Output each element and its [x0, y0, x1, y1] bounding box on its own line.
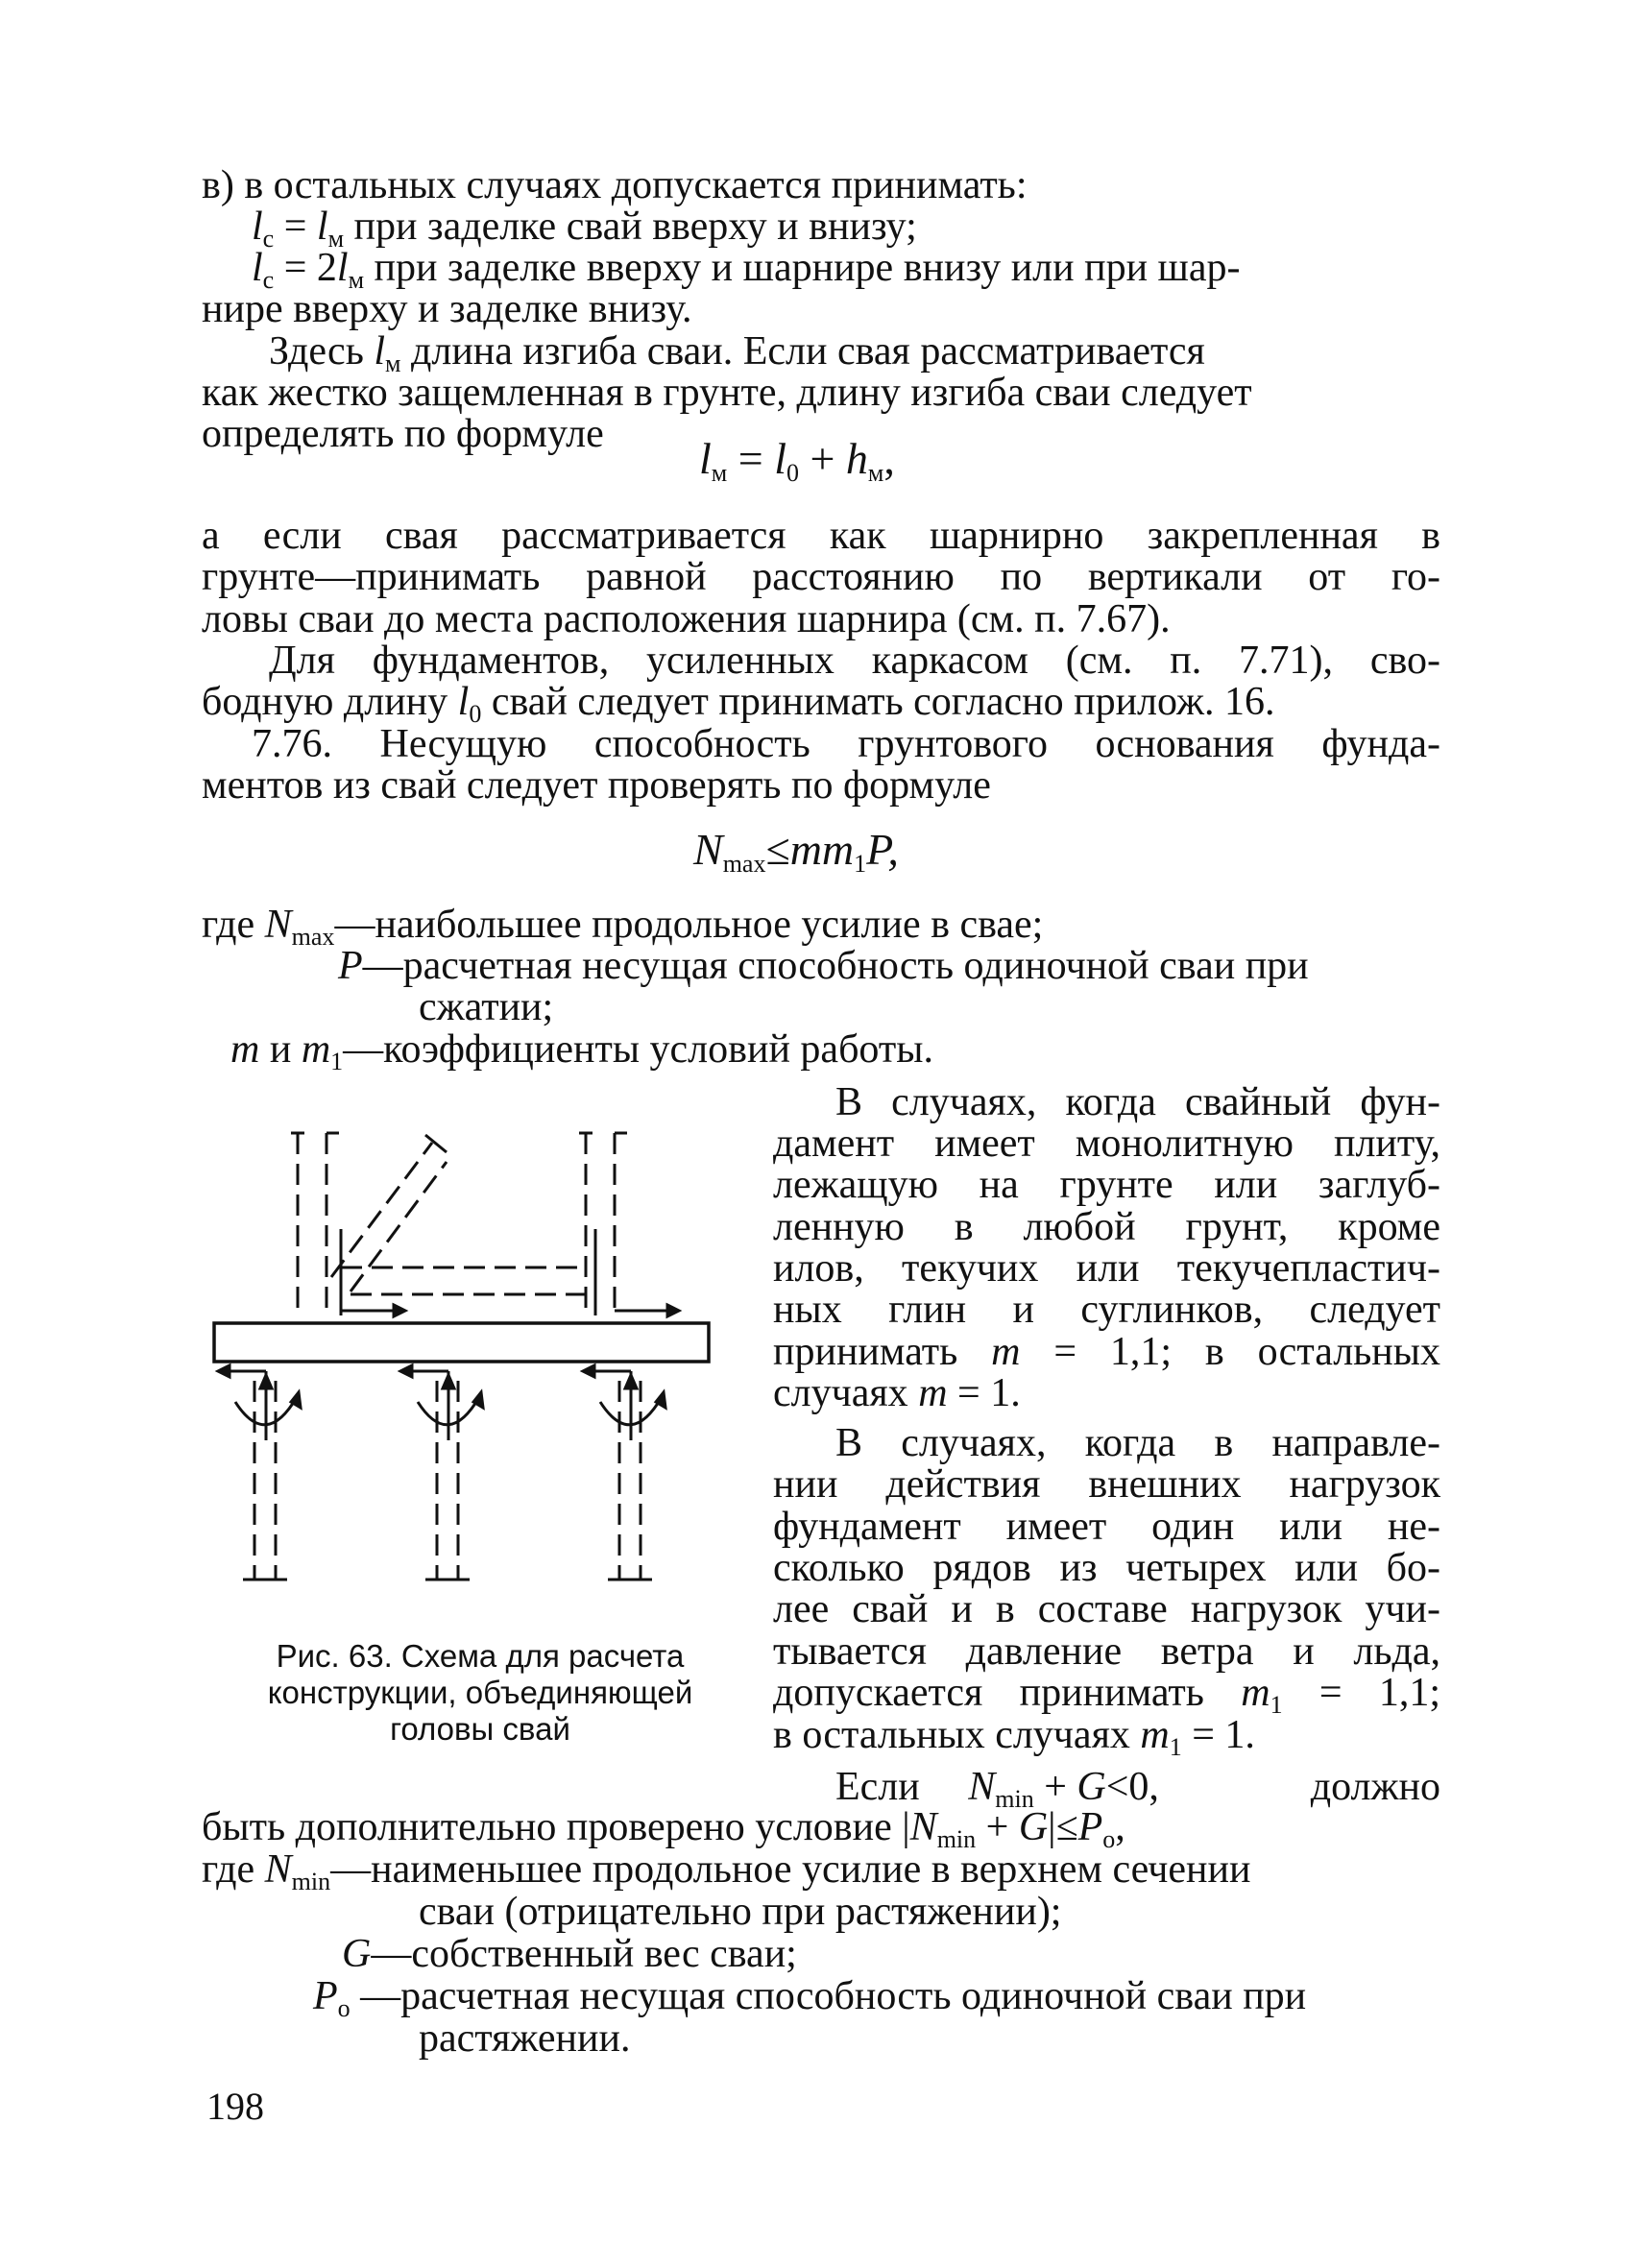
right-upper-members: [579, 1133, 627, 1315]
text-line: быть дополнительно проверено условие $|N_{min} + G|\le P_o$,: [202, 1805, 1125, 1853]
formula-lm: $l_м = l_0 + h_м$,: [699, 434, 895, 487]
pile-scheme-figure: [206, 1123, 744, 1604]
horizontal-strut: [341, 1267, 586, 1294]
page-number: 198: [206, 2085, 264, 2128]
definition-line: сваи (отрицательно при растяжении);: [419, 1890, 1062, 1934]
column-line: В случаях, когда свайный фун-: [835, 1080, 1440, 1124]
column-line: тывается давление ветра и льда,: [773, 1629, 1440, 1674]
definition-line: $P_o$ —расчетная несущая способность одиночной сваи при: [313, 1974, 1307, 2022]
column-line: в остальных случаях $m_1 = 1$.: [773, 1713, 1255, 1761]
column-line: допускается принимать $m_1 = 1,1$;: [773, 1671, 1440, 1719]
column-line: В случаях, когда в направле-: [835, 1421, 1440, 1465]
figure-caption-line: Рис. 63. Схема для расчета: [276, 1638, 685, 1674]
text-line: Для фундаментов, усиленных каркасом (см. п. 7.71), сво-: [269, 639, 1440, 683]
column-line: принимать m = 1,1; в остальных: [773, 1330, 1441, 1374]
definition-line: где $N_{max}—наибольшее$ продольное усилие в свае;: [202, 903, 1044, 951]
text-line: определять по формуле: [202, 412, 604, 456]
column-line: ных глин и суглинков, следует: [773, 1288, 1440, 1332]
column-line: ленную в любой грунт, кроме: [773, 1205, 1440, 1249]
text-line: грунте—принимать равной расстоянию по вертикали от го-: [202, 555, 1440, 599]
definition-line: P—расчетная несущая способность одиночной сваи при: [338, 944, 1309, 988]
text-line: как жестко защемленная в грунте, длину изгиба сваи следует: [202, 371, 1252, 415]
column-line: нии действия внешних нагрузок: [773, 1462, 1440, 1507]
figure-caption-line: конструкции, объединяющей: [267, 1675, 693, 1710]
definition-line: растяжении.: [419, 2016, 631, 2061]
definition-line: сжатии;: [419, 985, 554, 1029]
formula-line: $l_с = 2l_м$ при заделке вверху и шарнире внизу или при шар-: [252, 246, 1241, 294]
left-upper-members: [291, 1133, 341, 1315]
column-line: Если $N_{min} + G<0$, должно: [835, 1765, 1440, 1813]
pile-head-forces: [218, 1365, 665, 1440]
column-line: лежащую на грунте или заглуб-: [773, 1163, 1440, 1207]
text-line: бодную длину $l_0$ свай следует принимать согласно прилож. 16.: [202, 680, 1275, 728]
text-line: ловы сваи до места расположения шарнира (см. п. 7.67).: [202, 597, 1171, 641]
column-line: фундамент имеет один или не-: [773, 1505, 1440, 1549]
definition-line: G—собственный вес сваи;: [342, 1932, 797, 1976]
column-line: случаях m = 1.: [773, 1371, 1021, 1415]
top-arrows: [341, 1305, 679, 1316]
column-line: дамент имеет монолитную плиту,: [773, 1122, 1440, 1166]
text-line: 7.76. Несущую способность грунтового основания фунда-: [252, 722, 1440, 766]
column-line: илов, текучих или текучепластич-: [773, 1246, 1440, 1291]
figure-caption-line: головы свай: [390, 1711, 570, 1747]
definition-line: m и $m_1—коэффициенты$ условий работы.: [230, 1027, 933, 1075]
text-line: ментов из свай следует проверять по формуле: [202, 763, 991, 808]
formula-line: $l_с = l_м$ при заделке свай вверху и внизу;: [252, 205, 917, 253]
text-line: а если свая рассматривается как шарнирно закрепленная в: [202, 514, 1440, 558]
text-line: нире вверху и заделке внизу.: [202, 287, 692, 331]
text-line: Здесь $l_м$ длина изгиба сваи. Если свая рассматривается: [269, 329, 1205, 377]
column-line: сколько рядов из четырех или бо-: [773, 1546, 1440, 1590]
definition-line: где $N_{min}—наименьшее$ продольное усилие в верхнем сечении: [202, 1847, 1251, 1895]
cap-slab: [214, 1323, 709, 1362]
formula-nmax: $N_{max}\le mm_1P$,: [693, 825, 899, 878]
text-line: в) в остальных случаях допускается принимать:: [202, 163, 1028, 207]
column-line: лее свай и в составе нагрузок учи-: [773, 1587, 1440, 1631]
